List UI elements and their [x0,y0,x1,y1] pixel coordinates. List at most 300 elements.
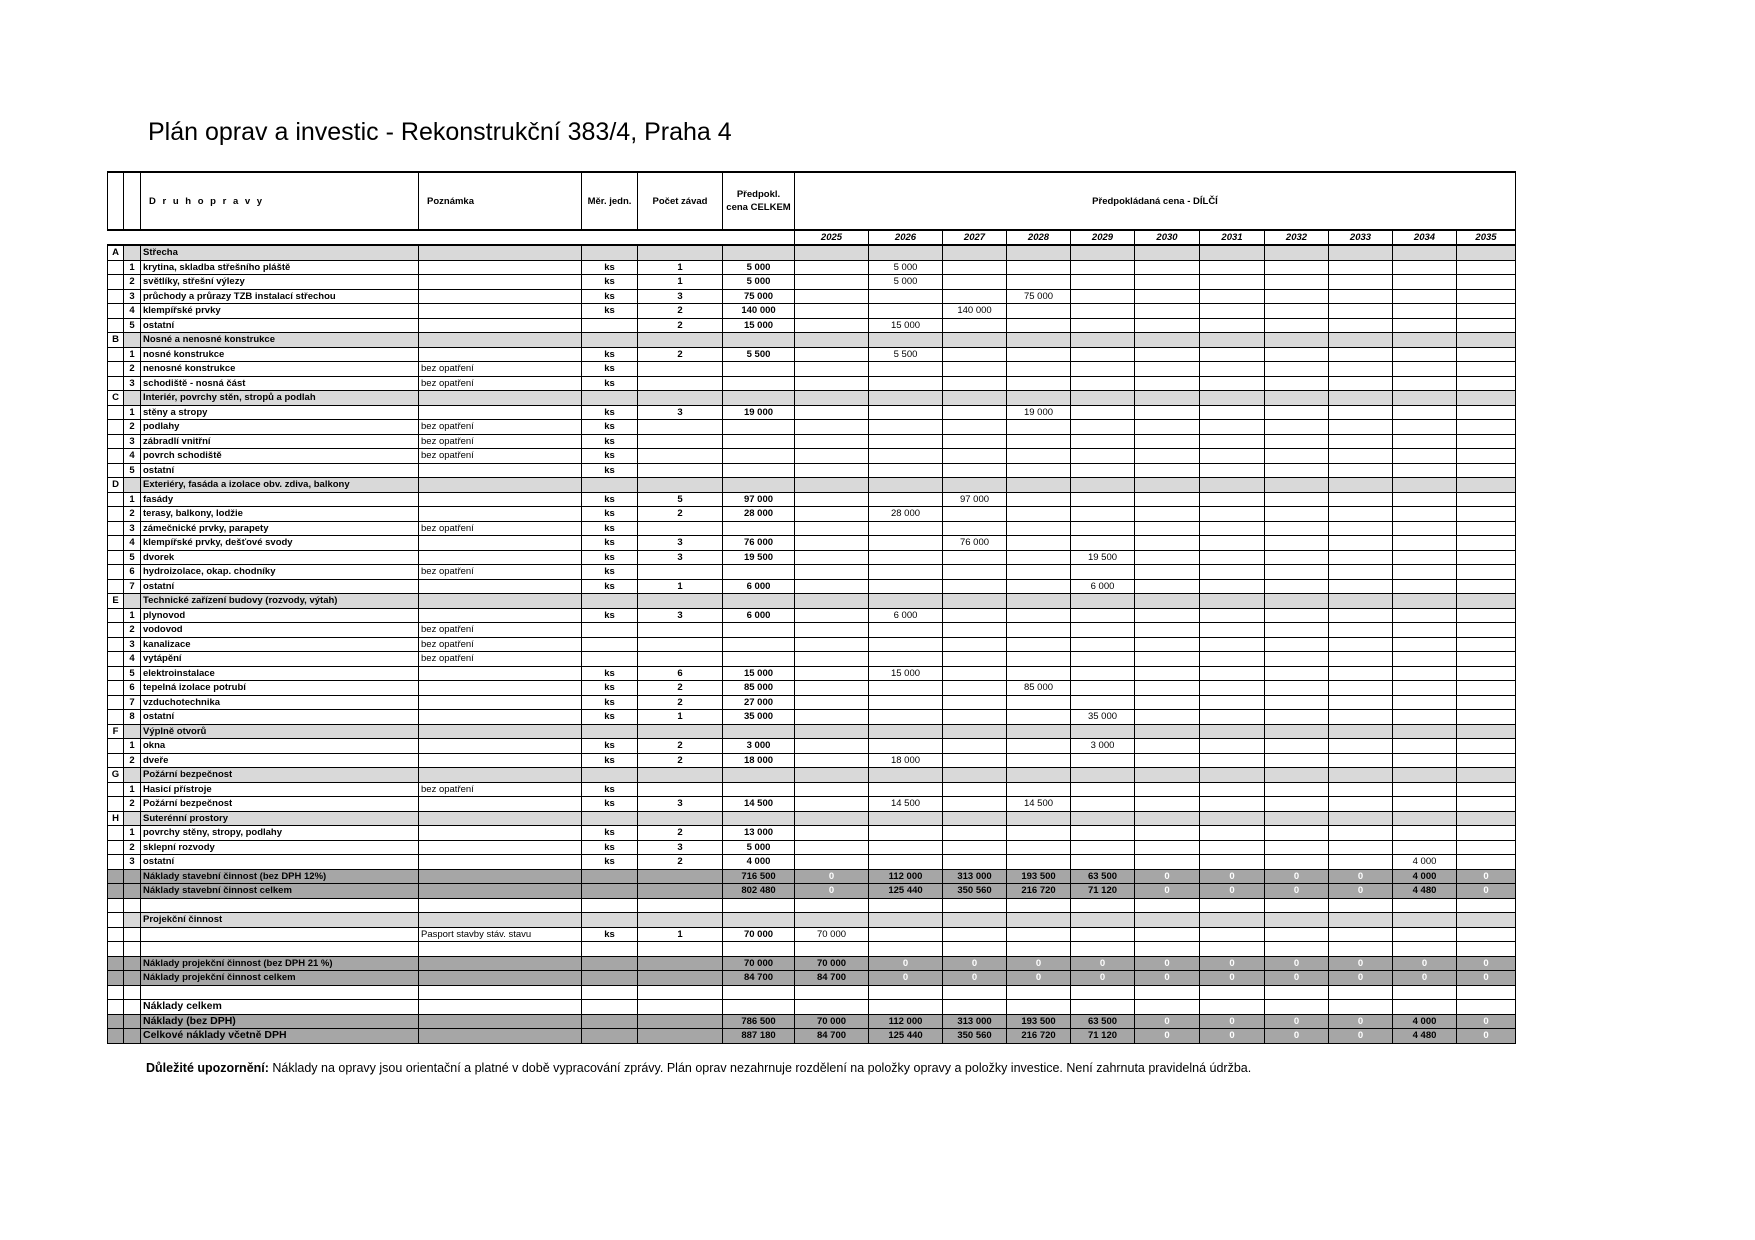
item-note: bez opatření [419,565,582,580]
category-blank [1007,724,1071,739]
category-blank [723,333,795,348]
category-blank [795,391,869,406]
item-name: fasády [141,492,419,507]
blank-cell [1135,985,1200,1000]
year-value [1457,695,1516,710]
year-value: 0 [943,956,1007,971]
year-value [1265,521,1329,536]
year-value [1393,565,1457,580]
category-blank [723,391,795,406]
item-total: 76 000 [723,536,795,551]
item-row [108,623,1516,638]
year-value [943,463,1007,478]
design-heading-row [108,913,1516,928]
item-name: nosné konstrukce [141,347,419,362]
year-value [1265,652,1329,667]
year-value [1200,782,1265,797]
category-blank [795,245,869,260]
item-name: kanalizace [141,637,419,652]
item-name: podlahy [141,420,419,435]
year-value [1329,753,1393,768]
year-value [1457,492,1516,507]
year-value [1457,608,1516,623]
blank-cell [1007,942,1071,957]
item-total [723,434,795,449]
item-note: bez opatření [419,623,582,638]
blank-cell [869,913,943,928]
category-blank [582,478,638,493]
category-row [108,333,1516,348]
item-number: 7 [124,695,141,710]
year-value [1393,463,1457,478]
sum-total: 887 180 [723,1029,795,1044]
item-letter-blank [108,695,124,710]
item-row [108,463,1516,478]
year-value [1457,376,1516,391]
year-value [1135,782,1200,797]
sum-blank [108,956,124,971]
notice-label: Důležité upozornění: [146,1061,269,1075]
item-row [108,681,1516,696]
year-value [1071,275,1135,290]
item-letter-blank [108,492,124,507]
item-note [419,289,582,304]
year-value [795,550,869,565]
item-number: 5 [124,318,141,333]
item-letter-blank [108,797,124,812]
year-value [1200,507,1265,522]
item-letter-blank [108,463,124,478]
year-value: 76 000 [943,536,1007,551]
category-blank [1393,768,1457,783]
item-number: 3 [124,289,141,304]
category-blank [1200,594,1265,609]
item-total: 19 000 [723,405,795,420]
year-value [1265,304,1329,319]
blank-cell [1071,1000,1135,1015]
year-value [1329,695,1393,710]
year-value: 0 [1329,869,1393,884]
year-value [1329,739,1393,754]
item-row [108,565,1516,580]
blank-cell [638,942,723,957]
category-blank [124,478,141,493]
item-unit: ks [582,536,638,551]
category-blank [723,245,795,260]
year-value: 0 [1457,884,1516,899]
blank-cell [723,913,795,928]
item-unit: ks [582,420,638,435]
item-name: hydroizolace, okap. chodníky [141,565,419,580]
item-note: bez opatření [419,434,582,449]
year-value [1329,710,1393,725]
item-row [108,449,1516,464]
item-row [108,304,1516,319]
category-blank [1135,724,1200,739]
item-letter-blank [108,840,124,855]
year-value [1200,492,1265,507]
year-value [1393,739,1457,754]
category-blank [869,768,943,783]
header-druh: D r u h o p r a v y [141,172,419,230]
category-row [108,811,1516,826]
item-note [419,666,582,681]
year-value [869,289,943,304]
year-value [1007,927,1071,942]
sum-blank [582,971,638,986]
year-header-2032: 2032 [1265,230,1329,245]
blank-cell [141,985,419,1000]
year-value [943,289,1007,304]
year-value [1265,550,1329,565]
blank-cell [1393,985,1457,1000]
item-number: 2 [124,275,141,290]
year-value [1457,826,1516,841]
category-blank [582,391,638,406]
item-total: 6 000 [723,608,795,623]
year-value [1007,753,1071,768]
year-value: 0 [1071,956,1135,971]
year-value [1071,565,1135,580]
blank-cell [1457,985,1516,1000]
year-value [1135,492,1200,507]
blank-cell [943,1000,1007,1015]
item-number: 4 [124,536,141,551]
category-blank [1200,478,1265,493]
year-value [869,304,943,319]
year-value [1393,347,1457,362]
year-value [1265,637,1329,652]
item-letter-blank [108,681,124,696]
category-blank [1329,594,1393,609]
item-count: 2 [638,318,723,333]
year-value [795,304,869,319]
year-value [1007,855,1071,870]
year-value: 6 000 [869,608,943,623]
sum-blank [108,971,124,986]
category-blank [869,391,943,406]
year-value [1071,376,1135,391]
category-blank [1007,245,1071,260]
year-value [795,376,869,391]
year-value [795,449,869,464]
year-value [1457,536,1516,551]
year-value [795,492,869,507]
year-value: 70 000 [795,927,869,942]
blank-cell [1329,1000,1393,1015]
item-letter-blank [108,347,124,362]
sum-blank [124,884,141,899]
category-blank [1071,724,1135,739]
year-value: 0 [1135,1029,1200,1044]
year-value: 3 000 [1071,739,1135,754]
item-unit: ks [582,710,638,725]
year-value [1457,623,1516,638]
year-value [1329,637,1393,652]
item-note: bez opatření [419,521,582,536]
year-value [1329,449,1393,464]
sum-blank [419,884,582,899]
design-item-count: 1 [638,927,723,942]
year-value [1393,376,1457,391]
year-value [1135,753,1200,768]
year-value [943,855,1007,870]
item-count [638,652,723,667]
spacer-row [108,985,1516,1000]
item-name: ostatní [141,318,419,333]
year-value [1457,565,1516,580]
year-value [1200,521,1265,536]
item-note [419,550,582,565]
category-blank [943,594,1007,609]
year-value [1071,797,1135,812]
year-value [869,420,943,435]
item-row [108,855,1516,870]
year-value [1329,304,1393,319]
year-value [1329,927,1393,942]
year-value [1071,652,1135,667]
year-value [943,826,1007,841]
item-count: 3 [638,797,723,812]
year-value [1329,536,1393,551]
year-value [1457,507,1516,522]
year-value: 0 [1457,956,1516,971]
year-value [1393,304,1457,319]
year-value: 0 [1200,971,1265,986]
blank-cell [795,942,869,957]
year-value [1007,318,1071,333]
category-blank [1393,391,1457,406]
item-row [108,260,1516,275]
category-row [108,245,1516,260]
year-value [1265,463,1329,478]
blank-cell [1007,1000,1071,1015]
year-value [1393,362,1457,377]
year-value: 0 [1265,869,1329,884]
blank-cell [1071,985,1135,1000]
item-number: 4 [124,449,141,464]
year-value [1200,652,1265,667]
item-number: 2 [124,507,141,522]
item-letter-blank [108,318,124,333]
category-blank [419,478,582,493]
item-name: světlíky, střešní výlezy [141,275,419,290]
year-value [1007,463,1071,478]
year-value [1329,289,1393,304]
category-blank [1329,333,1393,348]
category-blank [1135,245,1200,260]
year-value [1393,608,1457,623]
item-total: 97 000 [723,492,795,507]
year-value [1457,434,1516,449]
year-value [1265,434,1329,449]
item-letter-blank [108,289,124,304]
year-value [1329,376,1393,391]
item-letter-blank [108,666,124,681]
blank-cell [1393,1000,1457,1015]
item-total: 5 500 [723,347,795,362]
header-mer: Měr. jedn. [582,172,638,230]
year-value [1457,739,1516,754]
year-value [943,739,1007,754]
year-value [795,347,869,362]
category-blank [124,811,141,826]
year-value: 0 [1135,869,1200,884]
year-value [795,782,869,797]
category-blank [1329,768,1393,783]
year-value [1135,855,1200,870]
year-value [1135,739,1200,754]
category-blank [869,724,943,739]
year-value [1007,521,1071,536]
year-value [1457,579,1516,594]
item-letter-blank [108,449,124,464]
item-name: vytápění [141,652,419,667]
page-title: Plán oprav a investic - Rekonstrukční 383/4, Praha 4 [148,118,732,146]
year-value [869,623,943,638]
blank-cell [1265,985,1329,1000]
item-total: 5 000 [723,275,795,290]
item-row [108,695,1516,710]
blank-cell [141,927,419,942]
item-name: Požární bezpečnost [141,797,419,812]
year-value [1457,420,1516,435]
year-value [1135,565,1200,580]
notice-text: Náklady na opravy jsou orientační a platné v době vypracování zprávy. Plán oprav nezahrnuje rozdělení na položky opravy a položky investice. Není zahrnuta pravidelná údržba. [268,1061,1252,1075]
year-value [1007,565,1071,580]
year-value [1200,420,1265,435]
year-value [1265,927,1329,942]
sum-blank [638,884,723,899]
year-value [795,797,869,812]
year-value [1329,652,1393,667]
category-letter: B [108,333,124,348]
item-count: 2 [638,304,723,319]
sum-label: Náklady projekční činnost celkem [141,971,419,986]
total-heading: Náklady celkem [141,1000,419,1015]
item-name: ostatní [141,710,419,725]
year-value: 0 [1329,1014,1393,1029]
category-row [108,594,1516,609]
year-value [1200,579,1265,594]
category-blank [1457,245,1516,260]
blank-cell [1200,985,1265,1000]
sum-label: Náklady stavební činnost (bez DPH 12%) [141,869,419,884]
sum-label: Náklady projekční činnost (bez DPH 21 %) [141,956,419,971]
sum-total: 786 500 [723,1014,795,1029]
year-value: 0 [1265,1014,1329,1029]
year-value [869,855,943,870]
sum-total: 716 500 [723,869,795,884]
item-total: 15 000 [723,666,795,681]
year-header-2035: 2035 [1457,230,1516,245]
item-unit: ks [582,826,638,841]
year-value [1071,289,1135,304]
year-value [1200,623,1265,638]
year-value [1329,507,1393,522]
item-count [638,449,723,464]
year-value [1007,579,1071,594]
year-value: 6 000 [1071,579,1135,594]
year-value: 193 500 [1007,1014,1071,1029]
category-blank [1135,391,1200,406]
blank-cell [124,927,141,942]
blank-cell [582,1000,638,1015]
category-blank [1265,811,1329,826]
year-value [1007,608,1071,623]
item-note [419,260,582,275]
year-value [795,434,869,449]
blank-cell [869,942,943,957]
year-value [1200,347,1265,362]
year-value: 216 720 [1007,1029,1071,1044]
year-value: 18 000 [869,753,943,768]
item-name: dvorek [141,550,419,565]
year-value [1007,695,1071,710]
year-value: 313 000 [943,869,1007,884]
item-unit [582,637,638,652]
year-value [795,275,869,290]
item-total [723,623,795,638]
category-blank [1393,478,1457,493]
year-value [1135,550,1200,565]
year-value [1007,449,1071,464]
category-blank [723,478,795,493]
item-row [108,347,1516,362]
year-value [1007,666,1071,681]
item-row [108,579,1516,594]
item-row [108,289,1516,304]
year-value [1265,420,1329,435]
item-row [108,405,1516,420]
sum-blank [638,869,723,884]
item-name: Hasicí přístroje [141,782,419,797]
year-value: 19 000 [1007,405,1071,420]
year-value: 63 500 [1071,869,1135,884]
blank-cell [124,1000,141,1015]
blank-cell [723,1000,795,1015]
item-name: nenosné konstrukce [141,362,419,377]
year-value [869,710,943,725]
year-value [1071,927,1135,942]
item-name: vodovod [141,623,419,638]
sum-blank [108,884,124,899]
year-value [1457,347,1516,362]
item-note [419,797,582,812]
year-value: 0 [1135,1014,1200,1029]
item-unit [582,652,638,667]
item-unit: ks [582,492,638,507]
blank-cell [1200,942,1265,957]
category-blank [1329,724,1393,739]
year-value [1265,826,1329,841]
item-number: 1 [124,782,141,797]
year-value [1200,753,1265,768]
item-row [108,318,1516,333]
year-value [1071,826,1135,841]
category-blank [1071,333,1135,348]
sum-blank [582,884,638,899]
year-value [1457,550,1516,565]
blank-cell [795,898,869,913]
year-value: 19 500 [1071,550,1135,565]
category-blank [419,594,582,609]
category-blank [1393,724,1457,739]
design-item-unit: ks [582,927,638,942]
year-value: 5 500 [869,347,943,362]
category-blank [795,594,869,609]
item-count [638,637,723,652]
